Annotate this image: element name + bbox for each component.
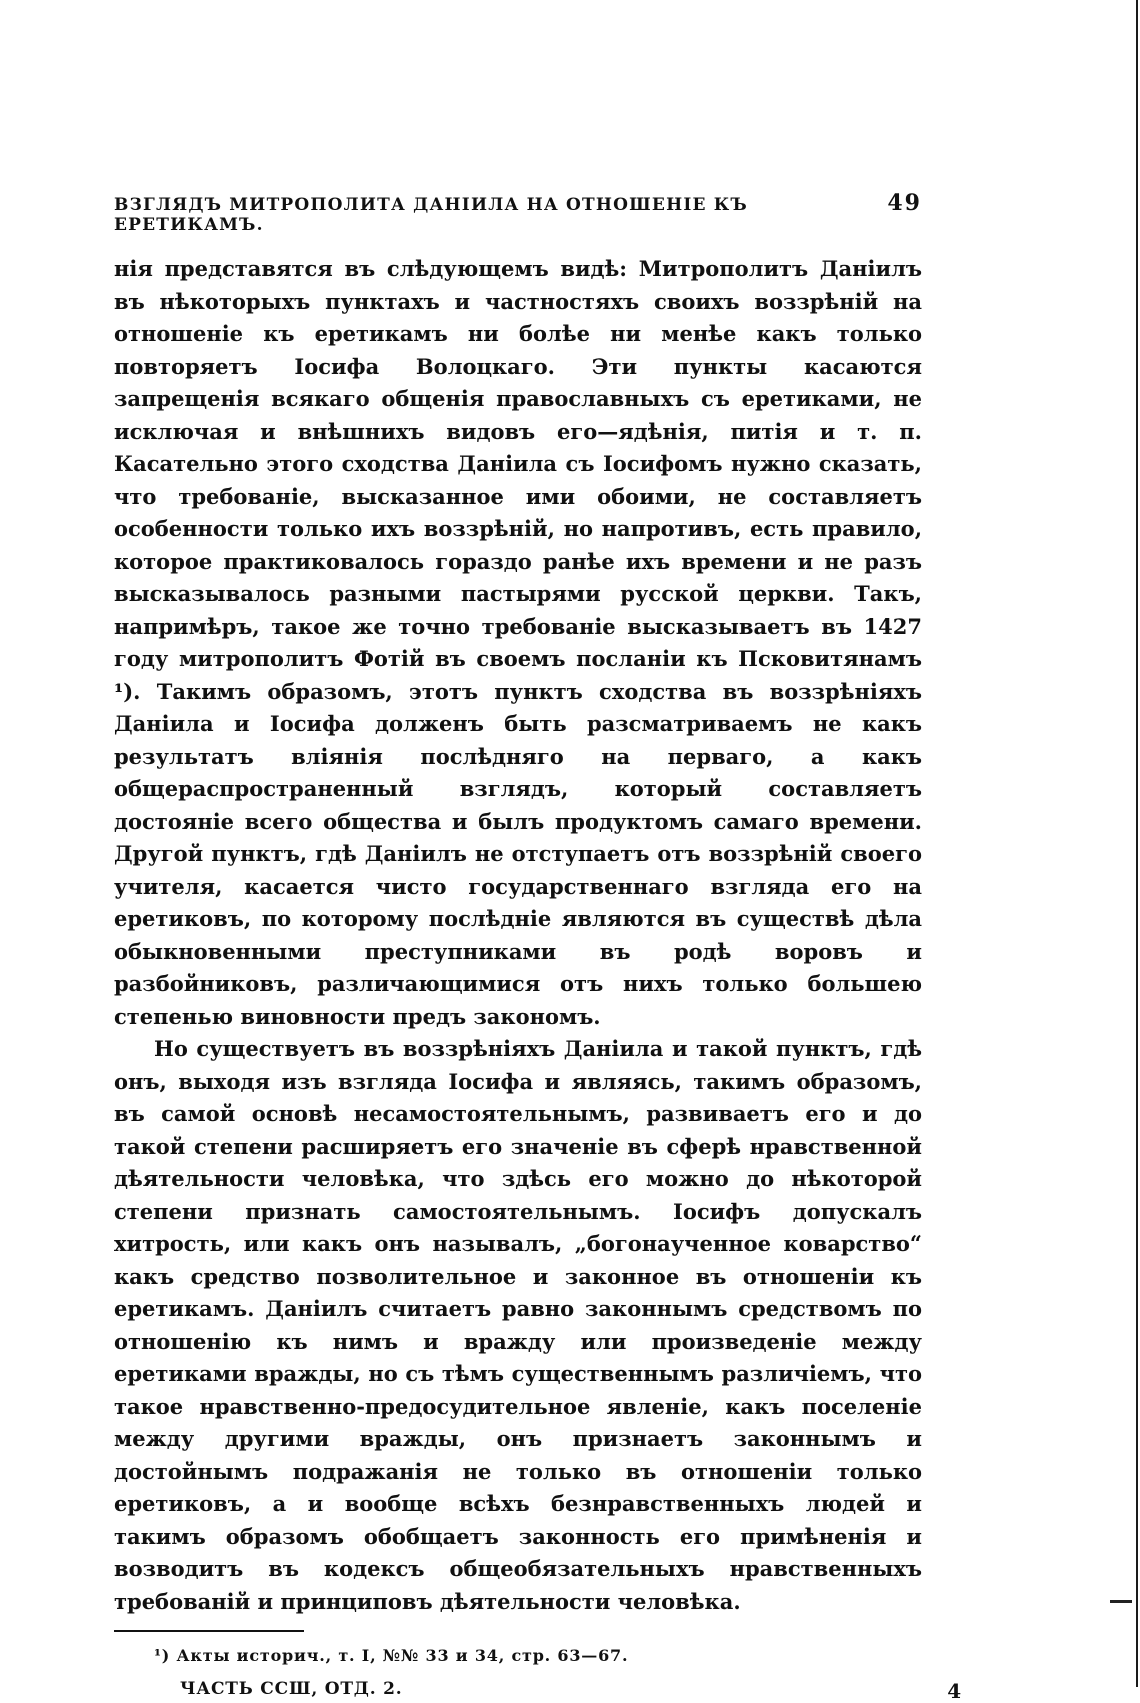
signature-sheet: 4 — [947, 1679, 962, 1703]
book-page — [114, 190, 962, 1703]
paragraph-1: нія представятся въ слѣдующемъ видѣ: Митрополитъ Даніилъ въ нѣкоторыхъ пунктахъ и частностяхъ своихъ воззрѣній на отношеніе къ еретикамъ ни болѣе ни менѣе какъ только повторяетъ Іосифа Волоцкаго. Эти пункты касаются запрещенія всякаго общенія православныхъ съ еретиками, не исключая и внѣшнихъ видовъ его—ядѣнія, питія и т. п. Касательно этого сходства Даніила съ Іосифомъ нужно сказать, что требованіе, высказанное ими обоими, не составляетъ особенности только ихъ воззрѣній, но напротивъ, есть правило, которое практиковалось гораздо ранѣе ихъ времени и не разъ высказывалось разными пастырями русской церкви. Такъ, напримѣръ, такое же точно требованіе высказываетъ въ 1427 году митрополитъ Фотій въ своемъ посланіи къ Псковитянамъ ¹). Такимъ образомъ, этотъ пунктъ сходства въ воззрѣніяхъ Даніила и Іосифа долженъ быть разсматриваемъ не какъ результатъ вліянія послѣдняго на перваго, а какъ общераспространенный взглядъ, который составляетъ достояніе всего общества и былъ продуктомъ самаго времени. Другой пунктъ, гдѣ Даніилъ не отступаетъ отъ воззрѣній своего учителя, касается чисто государственнаго взгляда его на еретиковъ, по которому послѣдніе являются въ существѣ дѣла обыкновенными преступниками въ родѣ воровъ и разбойниковъ, различающимися отъ нихъ только большею степенью виновности предъ закономъ. — [114, 256, 922, 1029]
signature-part: ЧАСТЬ ССШ, ОТД. 2. — [180, 1679, 403, 1699]
scan-edge-line — [1136, 0, 1138, 1687]
footnote-rule — [114, 1630, 304, 1632]
paragraph-2: Но существуетъ въ воззрѣніяхъ Даніила и такой пунктъ, гдѣ онъ, выходя изъ взгляда Іосифа и являясь, такимъ образомъ, въ самой основѣ несамостоятельнымъ, развиваетъ его и до такой степени расширяетъ его значеніе въ сферѣ нравственной дѣятельности человѣка, что здѣсь его можно до нѣкоторой степени признать самостоятельнымъ. Іосифъ допускалъ хитрость, или какъ онъ называлъ, „богонаученное коварство“ какъ средство позволительное и законное въ отношеніи къ еретикамъ. Даніилъ считаетъ равно законнымъ средствомъ по отношенію къ нимъ и вражду или произведеніе между еретиками вражды, но съ тѣмъ существеннымъ различіемъ, что такое нравственно-предосудительное явленіе, какъ поселеніе между другими вражды, онъ признаетъ законнымъ и достойнымъ подражанія не только въ отношеніи только еретиковъ, а и вообще всѣхъ безнравственныхъ людей и такимъ образомъ обобщаетъ законность его примѣненія и возводитъ въ кодексъ общеобязательныхъ нравственныхъ требованій и принциповъ дѣятельности человѣка. — [114, 1036, 922, 1614]
scan-mark — [1110, 1600, 1132, 1603]
page-number: 49 — [887, 190, 922, 216]
body-text — [114, 253, 922, 1618]
running-title: ВЗГЛЯДЪ МИТРОПОЛИТА ДАНІИЛА НА ОТНОШЕНІЕ КЪ ЕРЕТИКАМЪ. — [114, 195, 748, 235]
running-head — [114, 190, 922, 235]
signature-line — [180, 1679, 962, 1703]
footnote: ¹) Акты историч., т. I, №№ 33 и 34, стр. 63—67. — [154, 1646, 629, 1665]
